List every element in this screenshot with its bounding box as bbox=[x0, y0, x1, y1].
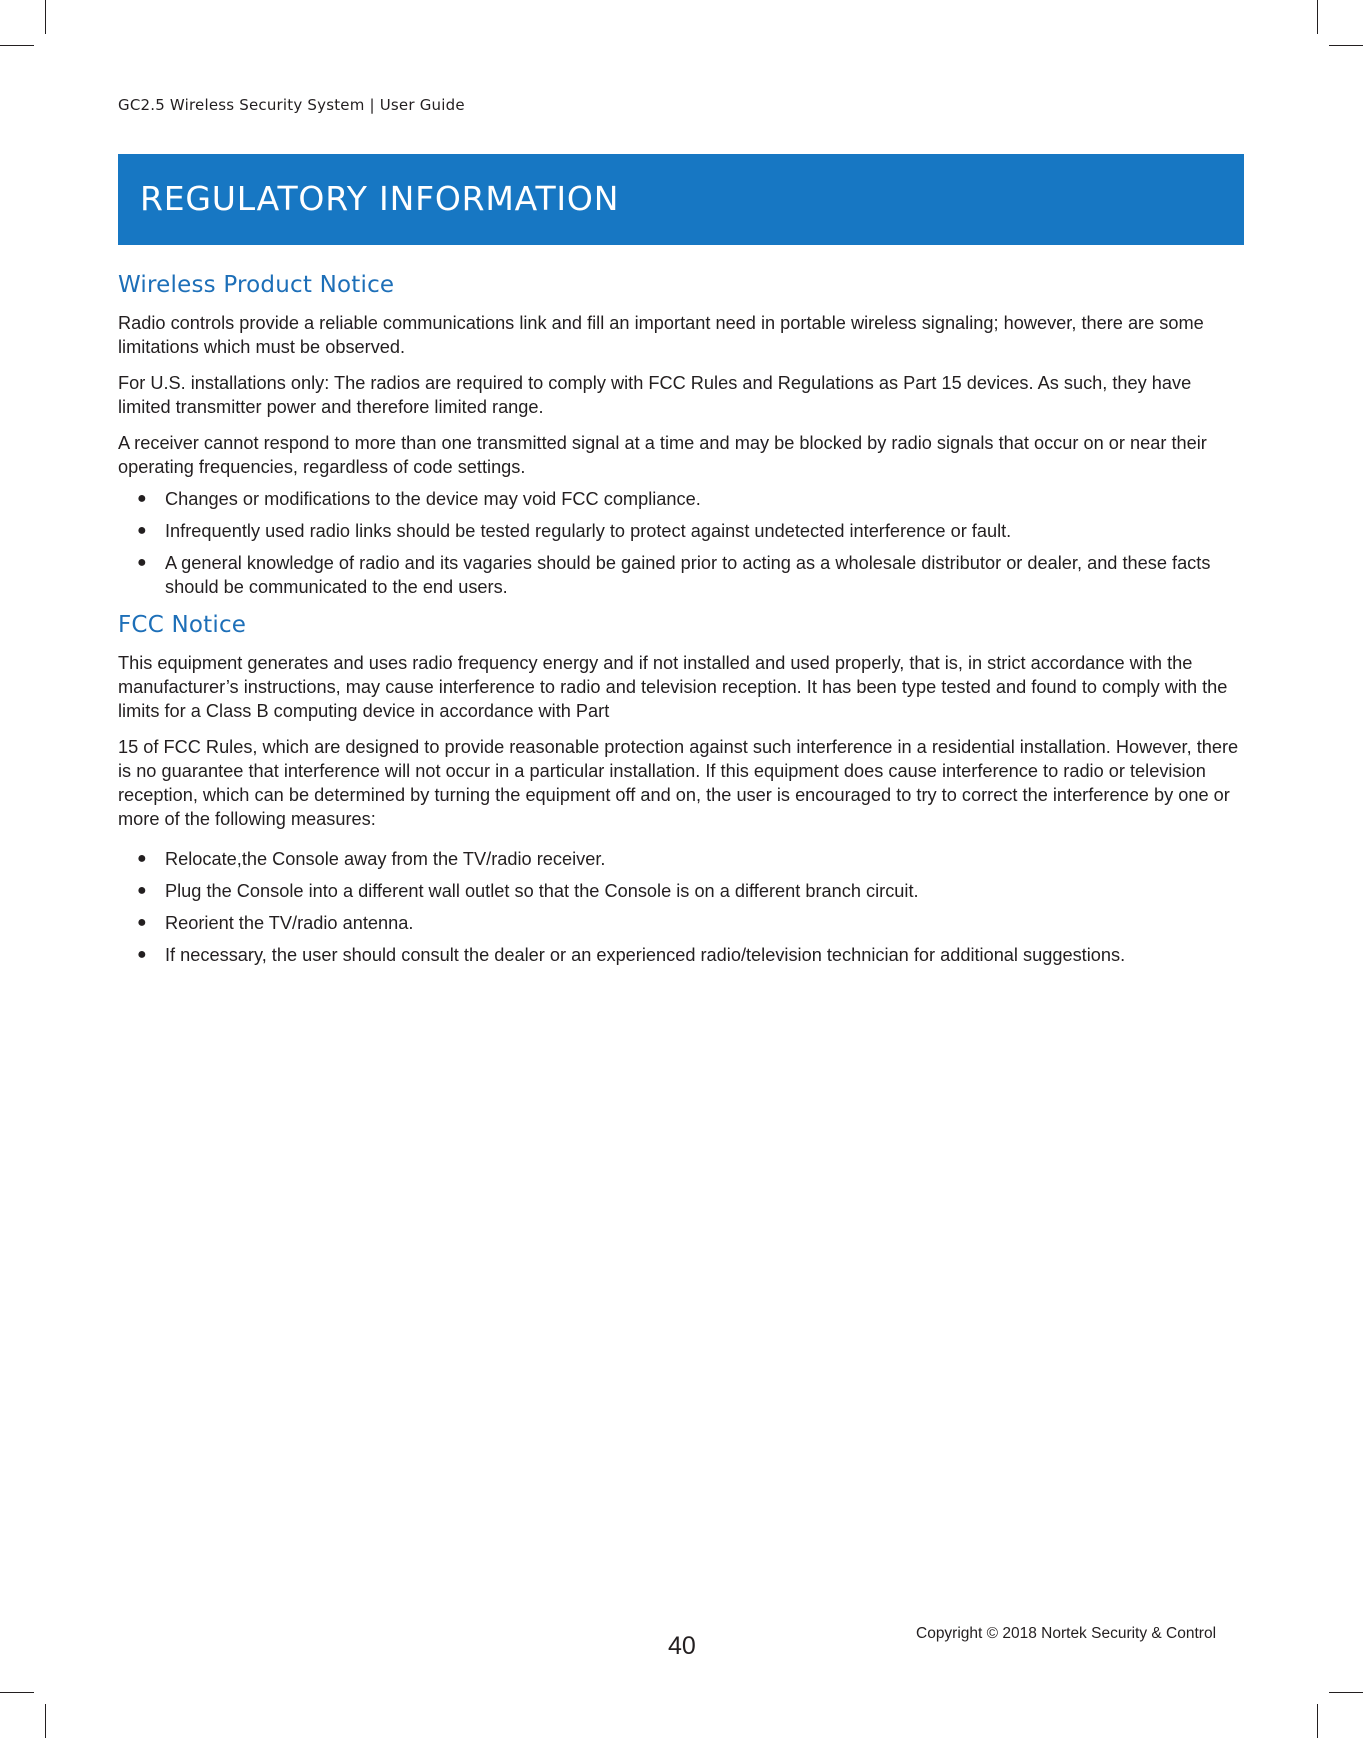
list-item bbox=[118, 551, 1248, 599]
document-body bbox=[118, 267, 1248, 967]
crop-mark bbox=[1329, 1692, 1363, 1693]
list-item-text: Changes or modifications to the device may void FCC compliance. bbox=[165, 489, 701, 509]
list-item bbox=[118, 847, 1248, 871]
fcc-notice-heading: FCC Notice bbox=[118, 612, 247, 638]
list-item-text: Infrequently used radio links should be tested regularly to protect against undetected interference or fault. bbox=[165, 521, 1012, 541]
list-item bbox=[118, 519, 1248, 543]
bullet-icon: ● bbox=[137, 554, 147, 571]
list-item-text: Relocate,the Console away from the TV/radio receiver. bbox=[165, 849, 606, 869]
paragraph: 15 of FCC Rules, which are designed to provide reasonable protection against such interference in a residential installation. However, there is no guarantee that interference will not occur in a particular installation. If this equipment does cause interference to radio or television reception, which can be determined by turning the equipment off and on, the user is encouraged to try to correct the interference by one or more of the following measures: bbox=[118, 737, 1239, 829]
section-banner bbox=[118, 154, 1244, 245]
wireless-notice-heading: Wireless Product Notice bbox=[118, 272, 395, 298]
list-item-text: A general knowledge of radio and its vagaries should be gained prior to acting as a wholesale distributor or dealer, and these facts should be communicated to the end users. bbox=[165, 553, 1211, 597]
page-number: 40 bbox=[668, 1632, 696, 1660]
list-item bbox=[118, 911, 1248, 935]
crop-mark bbox=[0, 1692, 34, 1693]
list-item bbox=[118, 943, 1248, 967]
wireless-bullet-list bbox=[118, 487, 1248, 599]
bullet-icon: ● bbox=[137, 850, 147, 867]
paragraph: For U.S. installations only: The radios are required to comply with FCC Rules and Regulations as Part 15 devices. As such, they have limited transmitter power and therefore limited range. bbox=[118, 373, 1192, 417]
bullet-icon: ● bbox=[137, 882, 147, 899]
bullet-icon: ● bbox=[137, 490, 147, 507]
list-item bbox=[118, 487, 1248, 511]
bullet-icon: ● bbox=[137, 522, 147, 539]
list-item-text: Plug the Console into a different wall outlet so that the Console is on a different branch circuit. bbox=[165, 881, 919, 901]
paragraph: A receiver cannot respond to more than one transmitted signal at a time and may be blocked by radio signals that occur on or near their operating frequencies, regardless of code settings. bbox=[118, 433, 1207, 477]
crop-mark bbox=[1317, 1704, 1318, 1738]
running-header: GC2.5 Wireless Security System | User Guide bbox=[118, 96, 465, 114]
bullet-icon: ● bbox=[137, 946, 147, 963]
list-item bbox=[118, 879, 1248, 903]
bullet-icon: ● bbox=[137, 914, 147, 931]
crop-mark bbox=[1329, 45, 1363, 46]
paragraph: This equipment generates and uses radio frequency energy and if not installed and used properly, that is, in strict accordance with the manufacturer’s instructions, may cause interference to radio and television reception. It has been type tested and found to comply with the limits for a Class B computing device in accordance with Part bbox=[118, 653, 1228, 721]
crop-mark bbox=[45, 1704, 46, 1738]
copyright-notice: Copyright © 2018 Nortek Security & Control bbox=[916, 1625, 1217, 1642]
list-item-text: Reorient the TV/radio antenna. bbox=[165, 913, 414, 933]
crop-mark bbox=[0, 45, 34, 46]
list-item-text: If necessary, the user should consult the dealer or an experienced radio/television technician for additional suggestions. bbox=[165, 945, 1126, 965]
crop-mark bbox=[45, 0, 46, 34]
banner-title: REGULATORY INFORMATION bbox=[140, 179, 620, 218]
fcc-bullet-list bbox=[118, 847, 1248, 967]
paragraph: Radio controls provide a reliable communications link and fill an important need in portable wireless signaling; however, there are some limitations which must be observed. bbox=[118, 313, 1204, 357]
crop-mark bbox=[1317, 0, 1318, 34]
